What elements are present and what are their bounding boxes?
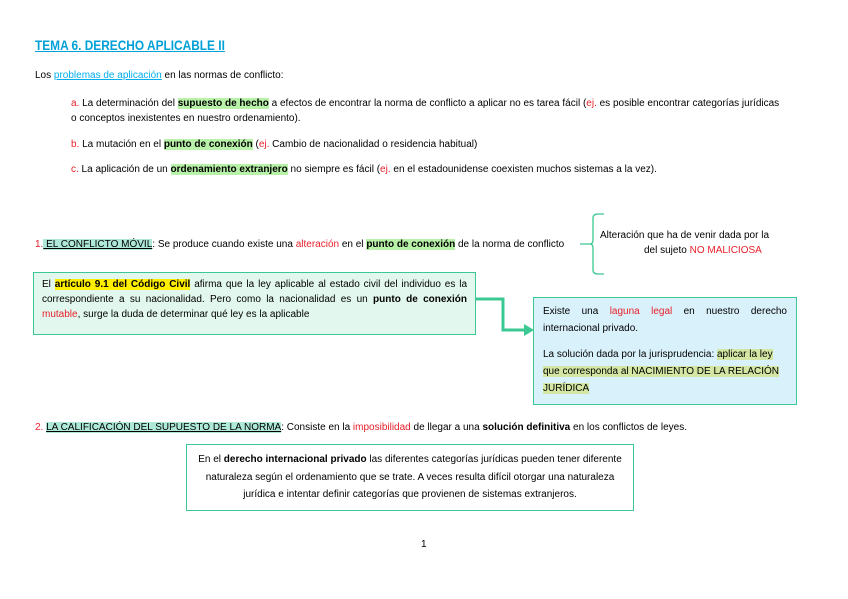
- page-title: TEMA 6. DERECHO APLICABLE II: [35, 38, 225, 53]
- box-text: afirma que la ley aplicable al estado civil del individuo es la correspondiente a su nacionalidad. Pero como la nacionalidad es un: [42, 279, 468, 305]
- box-text: El: [42, 279, 55, 290]
- item-text: en el estadounidense coexisten muchos sistemas a la vez).: [390, 164, 657, 175]
- intro-post: en las normas de conflicto:: [161, 70, 284, 81]
- solucion-paragraph: [543, 346, 787, 397]
- brace-note-text: del sujeto: [644, 245, 690, 256]
- brace-note: [600, 228, 790, 258]
- section-number: 2.: [35, 422, 44, 433]
- punto-highlight: punto de conexión: [366, 239, 456, 250]
- dip-box: [186, 444, 634, 511]
- solucion-highlight: JURÍDICA: [543, 383, 590, 394]
- section-text: en el: [339, 239, 367, 250]
- alteracion-word: alteración: [295, 239, 340, 250]
- no-maliciosa: NO MALICIOSA: [689, 245, 762, 256]
- section-text: : Se produce cuando existe una: [152, 239, 296, 250]
- intro-line: [35, 68, 283, 83]
- item-text: La determinación del: [79, 98, 178, 109]
- item-text-line2: o conceptos inexistentes en nuestro ordenamiento).: [71, 113, 301, 124]
- section-text: de la norma de conflicto: [455, 239, 565, 250]
- item-text: La mutación en el: [79, 139, 164, 150]
- punto-highlight: punto de conexión: [163, 139, 253, 150]
- item-letter: a.: [71, 98, 80, 109]
- supuesto-highlight: supuesto de hecho: [177, 98, 269, 109]
- section-text: en los conflictos de leyes.: [570, 422, 687, 433]
- page-number: 1: [421, 539, 427, 550]
- list-item-a: [71, 96, 816, 126]
- articulo-highlight: artículo 9.1 del Código Civil: [54, 279, 191, 290]
- item-text: Cambio de nacionalidad o residencia habitual): [269, 139, 478, 150]
- section-1-line: [35, 237, 564, 252]
- item-text: a efectos de encontrar la norma de conflicto a aplicar no es tarea fácil (: [268, 98, 587, 109]
- ej-label: ej.: [380, 164, 391, 175]
- item-text: (: [252, 139, 259, 150]
- ej-label: ej.: [586, 98, 597, 109]
- section-number: 1.: [35, 239, 44, 250]
- imposibilidad-word: imposibilidad: [352, 422, 411, 433]
- arrow-connector: [476, 295, 538, 337]
- mutable-word: mutable: [42, 309, 78, 320]
- brace-note-line1: Alteración que ha de venir dada por la: [600, 230, 770, 241]
- solucion-bold: solución definitiva: [482, 422, 571, 433]
- laguna-box: [533, 297, 797, 405]
- item-text: es posible encontrar categorías jurídicas: [596, 98, 780, 109]
- item-letter: b.: [71, 139, 80, 150]
- item-text: La aplicación de un: [78, 164, 171, 175]
- problemas-link[interactable]: problemas de aplicación: [53, 70, 162, 81]
- box-text: en nuestro derecho internacional privado.: [543, 306, 787, 334]
- box-text: las diferentes categorías jurídicas pueden tener diferente naturaleza según el ordenamiento que se trate. A veces resulta difícil otorgar una naturaleza jurídica e intentar definir categorías que provienen de sistemas extranjeros.: [205, 454, 622, 500]
- intro-pre: Los: [35, 70, 54, 81]
- item-text: no siempre es fácil (: [287, 164, 381, 175]
- box-text: Existe una: [543, 306, 610, 317]
- section-1-heading: EL CONFLICTO MÓVIL: [43, 239, 153, 250]
- solucion-highlight: aplicar la ley: [717, 349, 773, 360]
- articulo-box: [33, 272, 476, 335]
- solucion-highlight: que corresponda al NACIMIENTO DE LA RELACIÓN: [543, 366, 780, 377]
- ej-label: ej.: [258, 139, 270, 150]
- laguna-paragraph: [543, 303, 787, 337]
- dip-bold: derecho internacional privado: [223, 454, 367, 465]
- laguna-legal: laguna legal: [609, 306, 673, 317]
- box-text: La solución dada por la jurisprudencia:: [543, 349, 717, 360]
- section-2-heading: LA CALIFICACIÓN DEL SUPUESTO DE LA NORMA: [46, 422, 282, 433]
- list-item-c: [71, 162, 657, 177]
- list-item-b: [71, 137, 477, 152]
- punto-bold: punto de conexión: [373, 294, 467, 305]
- box-text: , surge la duda de determinar qué ley es la aplicable: [77, 309, 310, 320]
- item-letter: c.: [71, 164, 79, 175]
- section-2-line: [35, 420, 687, 435]
- box-text: En el: [198, 454, 224, 465]
- ordenamiento-highlight: ordenamiento extranjero: [170, 164, 288, 175]
- section-text: : Consiste en la: [281, 422, 353, 433]
- section-text: de llegar a una: [410, 422, 483, 433]
- brace-note-line2: [600, 243, 790, 258]
